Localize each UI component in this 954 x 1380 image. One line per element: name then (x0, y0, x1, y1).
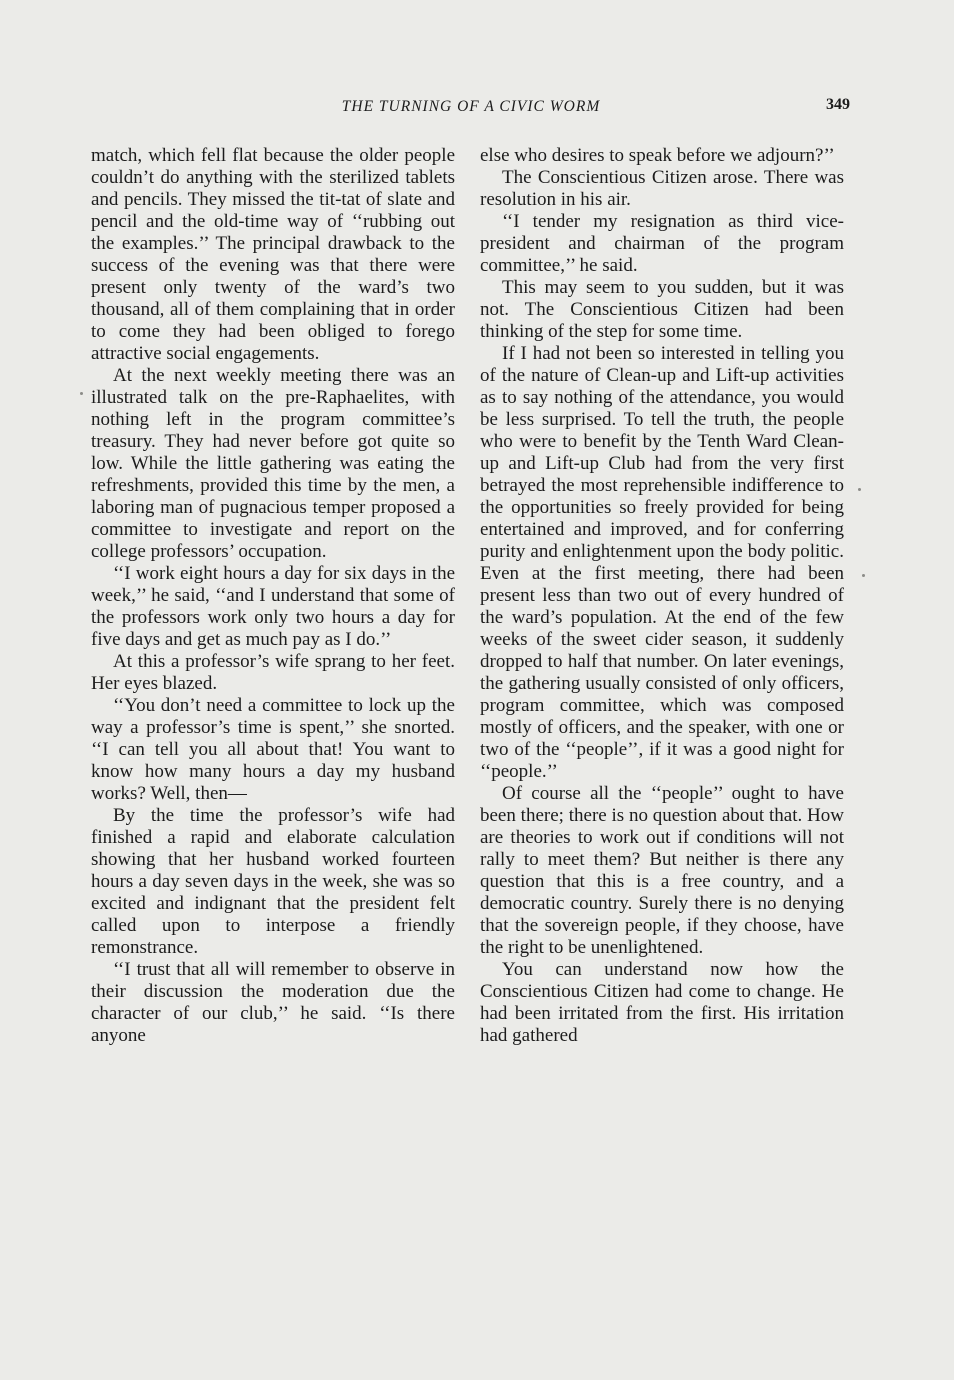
paragraph: At this a professor’s wife sprang to her feet. Her eyes blazed. (91, 651, 455, 694)
paragraph: match, which fell flat because the older people couldn’t do anything with the sterilized tablets and pencils. They missed the tit-tat of slate and pencil and the old-time way of ‘‘rubbing out the examples.’’ The principal drawback to the success of the evening was that there were present only twenty of the ward’s two thousand, all of them complaining that in order to come they had been obliged to forego attractive social engagements. (91, 145, 455, 364)
paragraph: Of course all the ‘‘people’’ ought to have been there; there is no question about that. How are theories to work out if conditions will not rally to meet them? But neither is there any question that this is a free country, and a democratic country. Surely there is no denying that the sovereign people, if they choose, have the right to be unenlightened. (480, 783, 844, 958)
paragraph: ‘‘You don’t need a committee to lock up the way a professor’s time is spent,’’ she snorted. ‘‘I can tell you all about that! You want to know how many hours a day my husband works? Well, then— (91, 695, 455, 804)
running-header (92, 96, 850, 118)
page-number: 349 (826, 96, 850, 113)
paragraph: By the time the professor’s wife had finished a rapid and elaborate calculation showing that her husband worked fourteen hours a day seven days in the week, she was so excited and indignant that the president felt called upon to interpose a friendly remonstrance. (91, 805, 455, 958)
left-text-column (91, 145, 455, 1255)
paragraph: The Conscientious Citizen arose. There was resolution in his air. (480, 167, 844, 210)
paragraph: If I had not been so interested in telling you of the nature of Clean-up and Lift-up activities as to say nothing of the attendance, you would be less surprised. To tell the truth, the people who were to benefit by the Tenth Ward Clean-up and Lift-up Club had from the very first betrayed the most reprehensible indifference to the opportunities so freely provided for being entertained and improved, and for conferring purity and enlightenment upon the body politic. Even at the first meeting, there had been present less than two out of every hundred of the ward’s population. At the end of the few weeks of the sweet cider season, it suddenly dropped to half that number. On later evenings, the gathering usually consisted of only officers, program committee, which was composed mostly of officers, and the speaker, with one or two of the ‘‘people’’, if it was a good night for ‘‘people.’’ (480, 343, 844, 782)
paragraph: ‘‘I work eight hours a day for six days in the week,’’ he said, ‘‘and I understand that some of the professors work only two hours a day for five days and get as much pay as I do.’’ (91, 563, 455, 650)
running-title: THE TURNING OF A CIVIC WORM (341, 98, 601, 115)
paragraph: You can understand now how the Conscientious Citizen had come to change. He had been irritated from the first. His irritation had gathered (480, 959, 844, 1046)
right-text-column (480, 145, 844, 1255)
paragraph: else who desires to speak before we adjourn?’’ (480, 145, 835, 166)
paper-speck (80, 392, 83, 395)
paper-speck (858, 488, 861, 491)
paragraph: This may seem to you sudden, but it was not. The Conscientious Citizen had been thinking of the step for some time. (480, 277, 844, 342)
paper-speck (862, 574, 865, 577)
paragraph: ‘‘I tender my resignation as third vice-president and chairman of the program committee,’’ he said. (480, 211, 844, 276)
paragraph: ‘‘I trust that all will remember to observe in their discussion the moderation due the character of our club,’’ he said. ‘‘Is there anyone (91, 959, 455, 1046)
paragraph: At the next weekly meeting there was an illustrated talk on the pre-Raphaelites, with nothing left in the program committee’s treasury. They had never before got quite so low. While the little gathering was eating the refreshments, provided this time by the men, a laboring man of pugnacious temper proposed a committee to investigate and report on the college professors’ occupation. (91, 365, 455, 562)
